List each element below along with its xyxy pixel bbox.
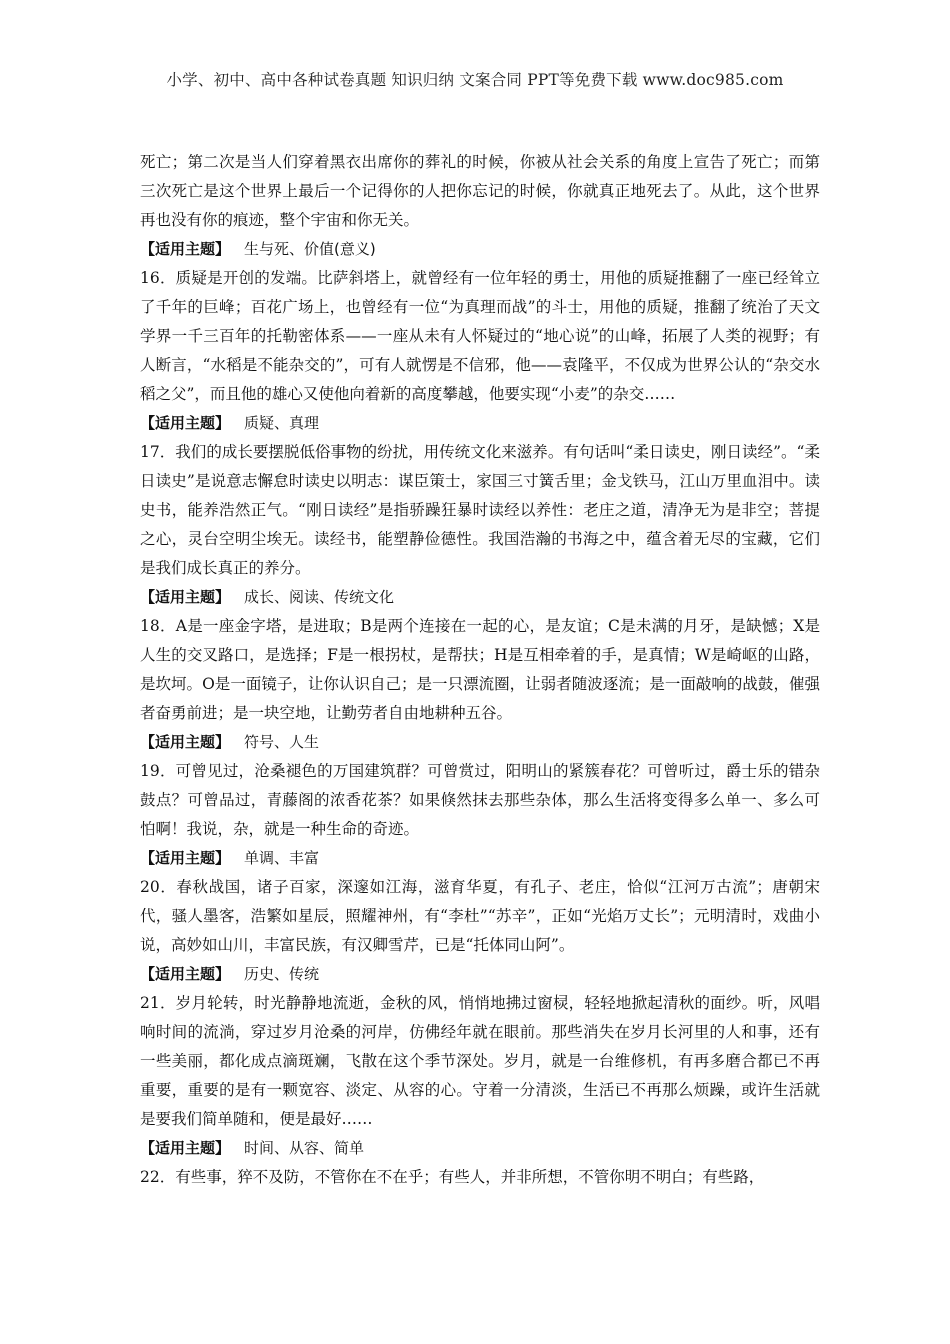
document-body [140,148,820,1192]
theme-line [140,728,820,757]
paragraph-19: 19．可曾见过，沧桑褪色的万国建筑群？可曾赏过，阳明山的紧簇春花？可曾听过，爵士乐的错杂鼓点？可曾品过，青藤阁的浓香花茶？如果倏然抹去那些杂体，那么生活将变得多么单一、多么可怕啊！我说，杂，就是一种生命的奇迹。 [140,762,820,838]
paragraph-21: 21．岁月轮转，时光静静地流逝，金秋的风，悄悄地拂过窗棂，轻轻地掀起清秋的面纱。听，风唱响时间的流淌，穿过岁月沧桑的河岸，仿佛经年就在眼前。那些消失在岁月长河里的人和事，还有一些美丽，都化成点滴斑斓，飞散在这个季节深处。岁月，就是一台维修机，有再多磨合都已不再重要，重要的是有一颗宽容、淡定、从容的心。守着一分清淡，生活已不再那么烦躁，或许生活就是要我们简单随和，便是最好…… [140,994,820,1128]
theme-text: 成长、阅读、传统文化 [244,588,395,606]
theme-tag: 【适用主题】 [140,1139,231,1157]
theme-tag: 【适用主题】 [140,733,231,751]
paragraph-15-continued: 死亡；第二次是当人们穿着黑衣出席你的葬礼的时候，你被从社会关系的角度上宣告了死亡；而第三次死亡是这个世界上最后一个记得你的人把你忘记的时候，你就真正地死去了。从此，这个世界再也没有你的痕迹，整个宇宙和你无关。 [140,153,820,229]
paragraph-17: 17．我们的成长要摆脱低俗事物的纷扰，用传统文化来滋养。有句话叫“柔日读史，刚日读经”。“柔日读史”是说意志懈怠时读史以明志：谋臣策士，家国三寸簧舌里；金戈铁马，江山万里血泪中。读史书，能养浩然正气。“刚日读经”是指骄躁狂暴时读经以养性：老庄之道，清净无为是非空；菩提之心，灵台空明尘埃无。读经书，能塑静俭德性。我国浩瀚的书海之中，蕴含着无尽的宝藏，它们是我们成长真正的养分。 [140,443,820,577]
theme-line [140,409,820,438]
paragraph-22: 22．有些事，猝不及防，不管你在不在乎；有些人，并非所想，不管你明不明白；有些路， [140,1168,765,1186]
paragraph-20: 20．春秋战国，诸子百家，深邃如江海，滋育华夏，有孔子、老庄，恰似“江河万古流”；唐朝宋代，骚人墨客，浩繁如星辰，照耀神州，有“李杜”“苏辛”，正如“光焰万丈长”；元明清时，戏曲小说，高妙如山川，丰富民族，有汉卿雪芹，已是“托体同山阿”。 [140,878,820,954]
theme-line [140,960,820,989]
paragraph-16: 16．质疑是开创的发端。比萨斜塔上，就曾经有一位年轻的勇士，用他的质疑推翻了一座已经耸立了千年的巨峰；百花广场上，也曾经有一位“为真理而战”的斗士，用他的质疑，推翻了统治了天文学界一千三百年的托勒密体系——一座从未有人怀疑过的“地心说”的山峰，拓展了人类的视野；有人断言，“水稻是不能杂交的”，可有人就愣是不信邪，他——袁隆平，不仅成为世界公认的“杂交水稻之父”，而且他的雄心又使他向着新的高度攀越，他要实现“小麦”的杂交…… [140,269,820,403]
theme-text: 时间、从容、简单 [244,1139,365,1157]
theme-text: 符号、人生 [244,733,320,751]
page-header: 小学、初中、高中各种试卷真题 知识归纳 文案合同 PPT等免费下载 www.doc985.com [166,71,784,89]
theme-tag: 【适用主题】 [140,240,231,258]
theme-tag: 【适用主题】 [140,414,231,432]
theme-line [140,1134,820,1163]
theme-line [140,583,820,612]
theme-tag: 【适用主题】 [140,849,231,867]
theme-line [140,235,820,264]
theme-text: 生与死、价值(意义) [244,240,376,258]
theme-text: 历史、传统 [244,965,320,983]
theme-tag: 【适用主题】 [140,965,231,983]
theme-tag: 【适用主题】 [140,588,231,606]
theme-text: 单调、丰富 [244,849,320,867]
paragraph-18: 18．A是一座金字塔，是进取；B是两个连接在一起的心，是友谊；C是未满的月牙，是缺憾；X是人生的交叉路口，是选择；F是一根拐杖，是帮扶；H是互相牵着的手，是真情；W是崎岖的山路，是坎坷。O是一面镜子，让你认识自己；是一只漂流圈，让弱者随波逐流；是一面敲响的战鼓，催强者奋勇前进；是一块空地，让勤劳者自由地耕种五谷。 [140,617,820,722]
theme-text: 质疑、真理 [244,414,320,432]
theme-line [140,844,820,873]
